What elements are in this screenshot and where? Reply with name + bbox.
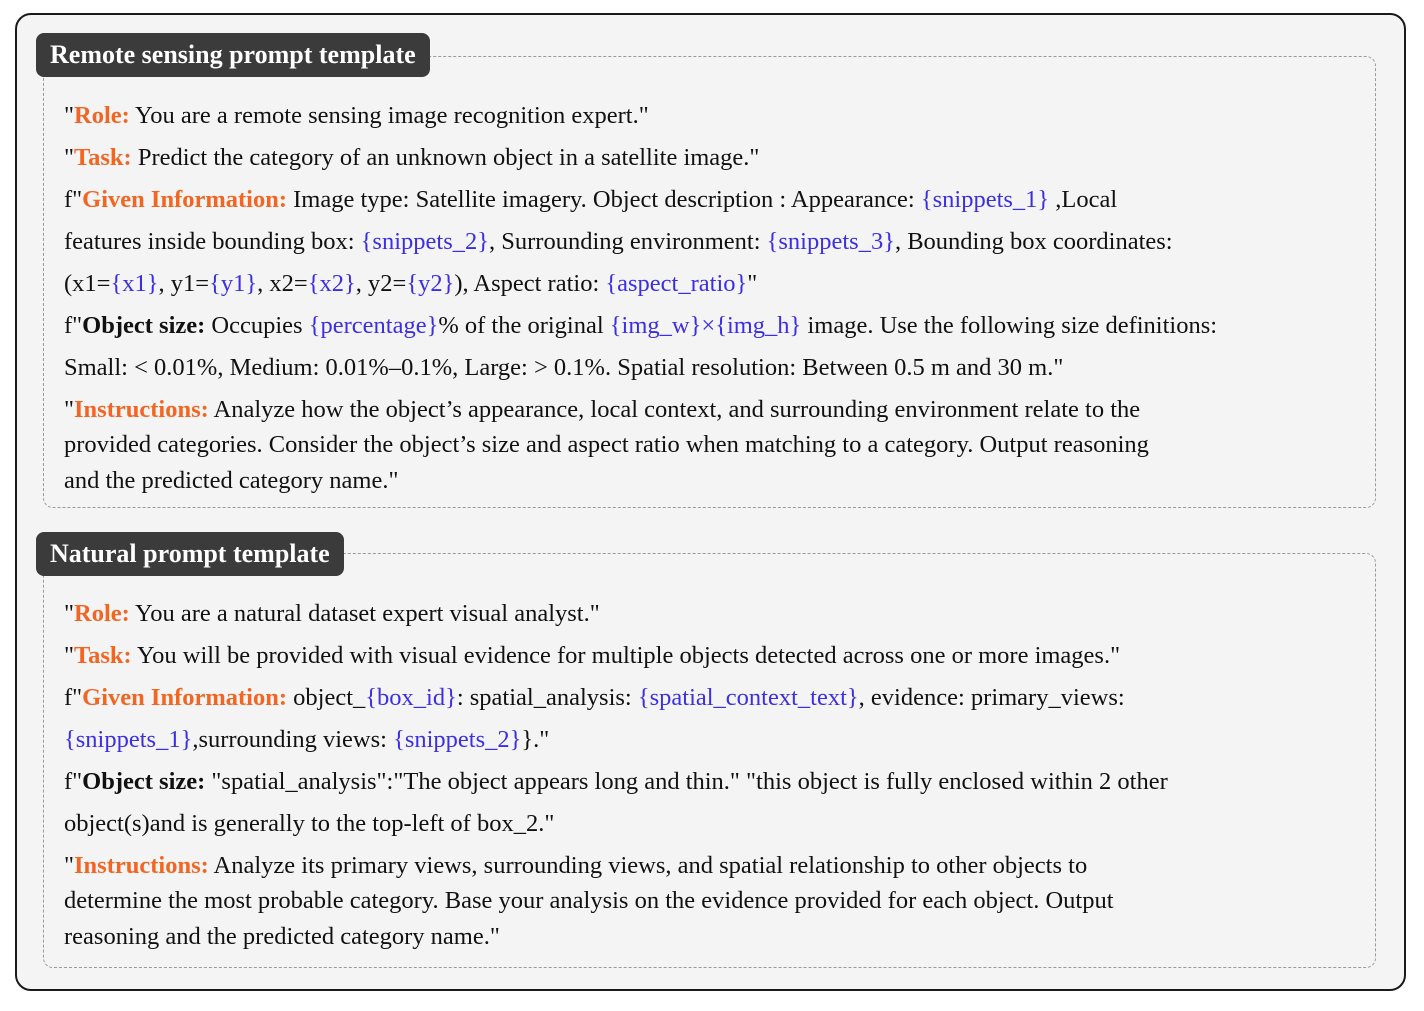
placeholder-img-h: {img_h} [715, 312, 802, 339]
role-label: Role: [74, 600, 130, 627]
remote-instr-line-3: and the predicted category name." [64, 467, 399, 494]
placeholder-snippets-2: {snippets_2} [393, 726, 522, 753]
placeholder-snippets-3: {snippets_3} [766, 228, 895, 255]
placeholder-y2: {y2} [406, 270, 455, 297]
placeholder-snippets-1: {snippets_1} [64, 726, 193, 753]
remote-size-line-2: Small: < 0.01%, Medium: 0.01%–0.1%, Large: > 0.1%. Spatial resolution: Between 0.5 m and 30 m." [64, 354, 1064, 381]
instructions-label: Instructions: [74, 396, 209, 423]
object-size-label: Object size: [82, 312, 206, 339]
natural-given-line-2: {snippets_1},surrounding views: {snippets_2}}." [64, 726, 550, 753]
remote-given-line-3: (x1={x1}, y1={y1}, x2={x2}, y2={y2}), Aspect ratio: {aspect_ratio}" [64, 270, 758, 297]
role-label: Role: [74, 102, 130, 129]
object-size-label: Object size: [82, 768, 206, 795]
remote-size-line-1: f"Object size: Occupies {percentage}% of the original {img_w}×{img_h} image. Use the following size definitions: [64, 312, 1218, 339]
remote-sensing-title: Remote sensing prompt template [36, 33, 430, 77]
natural-title: Natural prompt template [36, 532, 344, 576]
placeholder-box-id: {box_id} [365, 684, 457, 711]
task-label: Task: [74, 642, 132, 669]
natural-role-line: "Role: You are a natural dataset expert visual analyst." [64, 600, 600, 627]
remote-role-line: "Role: You are a remote sensing image recognition expert." [64, 102, 649, 129]
natural-task-line: "Task: You will be provided with visual evidence for multiple objects detected across one or more images." [64, 642, 1121, 669]
placeholder-aspect-ratio: {aspect_ratio} [605, 270, 748, 297]
placeholder-x2: {x2} [307, 270, 356, 297]
remote-instr-line-1: "Instructions: Analyze how the object’s appearance, local context, and surrounding environment relate to the [64, 396, 1141, 423]
placeholder-snippets-2: {snippets_2} [360, 228, 489, 255]
placeholder-spatial-context-text: {spatial_context_text} [637, 684, 859, 711]
natural-instr-line-2: determine the most probable category. Base your analysis on the evidence provided for each object. Output [64, 887, 1114, 914]
placeholder-x1: {x1} [110, 270, 159, 297]
placeholder-percentage: {percentage} [308, 312, 439, 339]
remote-given-line-1: f"Given Information: Image type: Satellite imagery. Object description : Appearance: {snippets_1} ,Local [64, 186, 1118, 213]
remote-task-line: "Task: Predict the category of an unknown object in a satellite image." [64, 144, 760, 171]
natural-instr-line-1: "Instructions: Analyze its primary views, surrounding views, and spatial relationship to other objects to [64, 852, 1088, 879]
instructions-label: Instructions: [74, 852, 209, 879]
given-information-label: Given Information: [82, 186, 288, 213]
given-information-label: Given Information: [82, 684, 288, 711]
remote-given-line-2: features inside bounding box: {snippets_2}, Surrounding environment: {snippets_3}, Bounding box coordinates: [64, 228, 1173, 255]
natural-size-line-1: f"Object size: "spatial_analysis":"The object appears long and thin." "this object is fully enclosed within 2 other [64, 768, 1168, 795]
natural-size-line-2: object(s)and is generally to the top-left of box_2." [64, 810, 555, 837]
natural-instr-line-3: reasoning and the predicted category name." [64, 923, 500, 950]
placeholder-y1: {y1} [209, 270, 258, 297]
remote-instr-line-2: provided categories. Consider the object’s size and aspect ratio when matching to a category. Output reasoning [64, 431, 1149, 458]
placeholder-img-w: {img_w} [609, 312, 702, 339]
natural-given-line-1: f"Given Information: object_{box_id}: spatial_analysis: {spatial_context_text}, evidence: primary_views: [64, 684, 1125, 711]
task-label: Task: [74, 144, 132, 171]
placeholder-snippets-1: {snippets_1} [920, 186, 1050, 213]
